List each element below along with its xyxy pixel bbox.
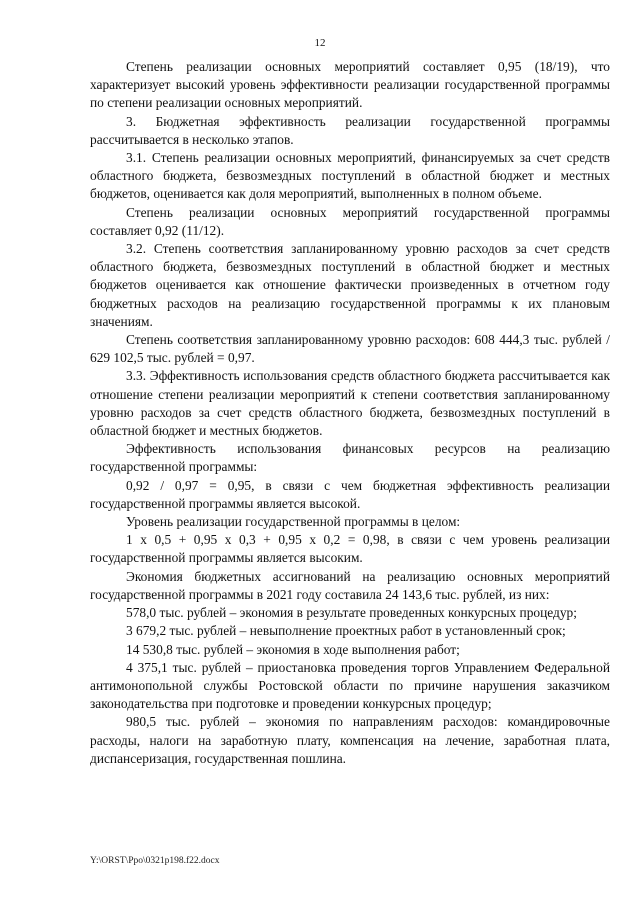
paragraph-3-3-definition: 3.3. Эффективность использования средств областного бюджета рассчитывается как отношение степени реализации мероприятий к степени соответствия запланированному уровню расходов за счет средств областного бюджета, безвозмездных поступлений в областной бюджет и местных бюджетов. — [90, 368, 610, 439]
paragraph-savings-competitive: 578,0 тыс. рублей – экономия в результате проведенных конкурсных процедур; — [126, 605, 577, 621]
paragraph-savings-tender-suspension: 4 375,1 тыс. рублей – приостановка проведения торгов Управлением Федеральной антимонопольной службы Ростовской области по причине нарушения заказчиком законодательства при подготовке и проведении конкурсных процедур; — [90, 659, 610, 712]
paragraph-savings-execution: 14 530,8 тыс. рублей – экономия в ходе выполнения работ; — [126, 641, 460, 657]
paragraph-3-1-definition: 3.1. Степень реализации основных мероприятий, финансируемых за счет средств областного бюджета, безвозмездных поступлений в областной бюджет и местных бюджетов, оценивается как доля мероприятий, выполненных в полном объеме. — [90, 150, 610, 202]
paragraph-savings-design-works: 3 679,2 тыс. рублей – невыполнение проектных работ в установленный срок; — [126, 623, 566, 639]
paragraph-budget-efficiency-heading: 3. Бюджетная эффективность реализации государственной программы рассчитывается в несколько этапов. — [90, 113, 610, 147]
paragraph-overall-level-value: 1 х 0,5 + 0,95 х 0,3 + 0,95 х 0,2 = 0,98, в связи с чем уровень реализации государственной программы является высоким. — [90, 532, 610, 566]
document-body — [90, 58, 610, 768]
paragraph-mean-implementation-degree: Степень реализации основных мероприятий составляет 0,95 (18/19), что характеризует высокий уровень эффективности реализации государственной программы по степени реализации основных мероприятий. — [90, 59, 610, 111]
paragraph-resource-efficiency-heading: Эффективность использования финансовых ресурсов на реализацию государственной программы: — [90, 441, 610, 475]
paragraph-implementation-degree-value: Степень реализации основных мероприятий государственной программы составляет 0,92 (11/12). — [90, 204, 610, 238]
paragraph-3-2-definition: 3.2. Степень соответствия запланированному уровню расходов за счет средств областного бюджета, безвозмездных поступлений в областной бюджет и местных бюджетов оценивается как отношение фактически произведенных в отчетном году бюджетных расходов на реализацию государственной программы к их плановым значениям. — [90, 241, 610, 329]
paragraph-expense-compliance-value: Степень соответствия запланированному уровню расходов: 608 444,3 тыс. рублей / 629 102,5 тыс. рублей = 0,97. — [90, 332, 610, 366]
paragraph-resource-efficiency-value: 0,92 / 0,97 = 0,95, в связи с чем бюджетная эффективность реализации государственной программы является высокой. — [90, 477, 610, 511]
paragraph-savings-expense-directions: 980,5 тыс. рублей – экономия по направлениям расходов: командировочные расходы, налоги на заработную плату, компенсация на лечение, заработная плата, диспансеризация, государственная пошлина. — [90, 714, 610, 766]
paragraph-overall-level-heading: Уровень реализации государственной программы в целом: — [126, 514, 461, 530]
file-path-footer: Y:\ORST\Ppo\0321p198.f22.docx — [90, 856, 220, 866]
page-number: 12 — [314, 37, 326, 49]
paragraph-savings-total: Экономия бюджетных ассигнований на реализацию основных мероприятий государственной программы в 2021 году составила 24 143,6 тыс. рублей, из них: — [90, 568, 610, 602]
